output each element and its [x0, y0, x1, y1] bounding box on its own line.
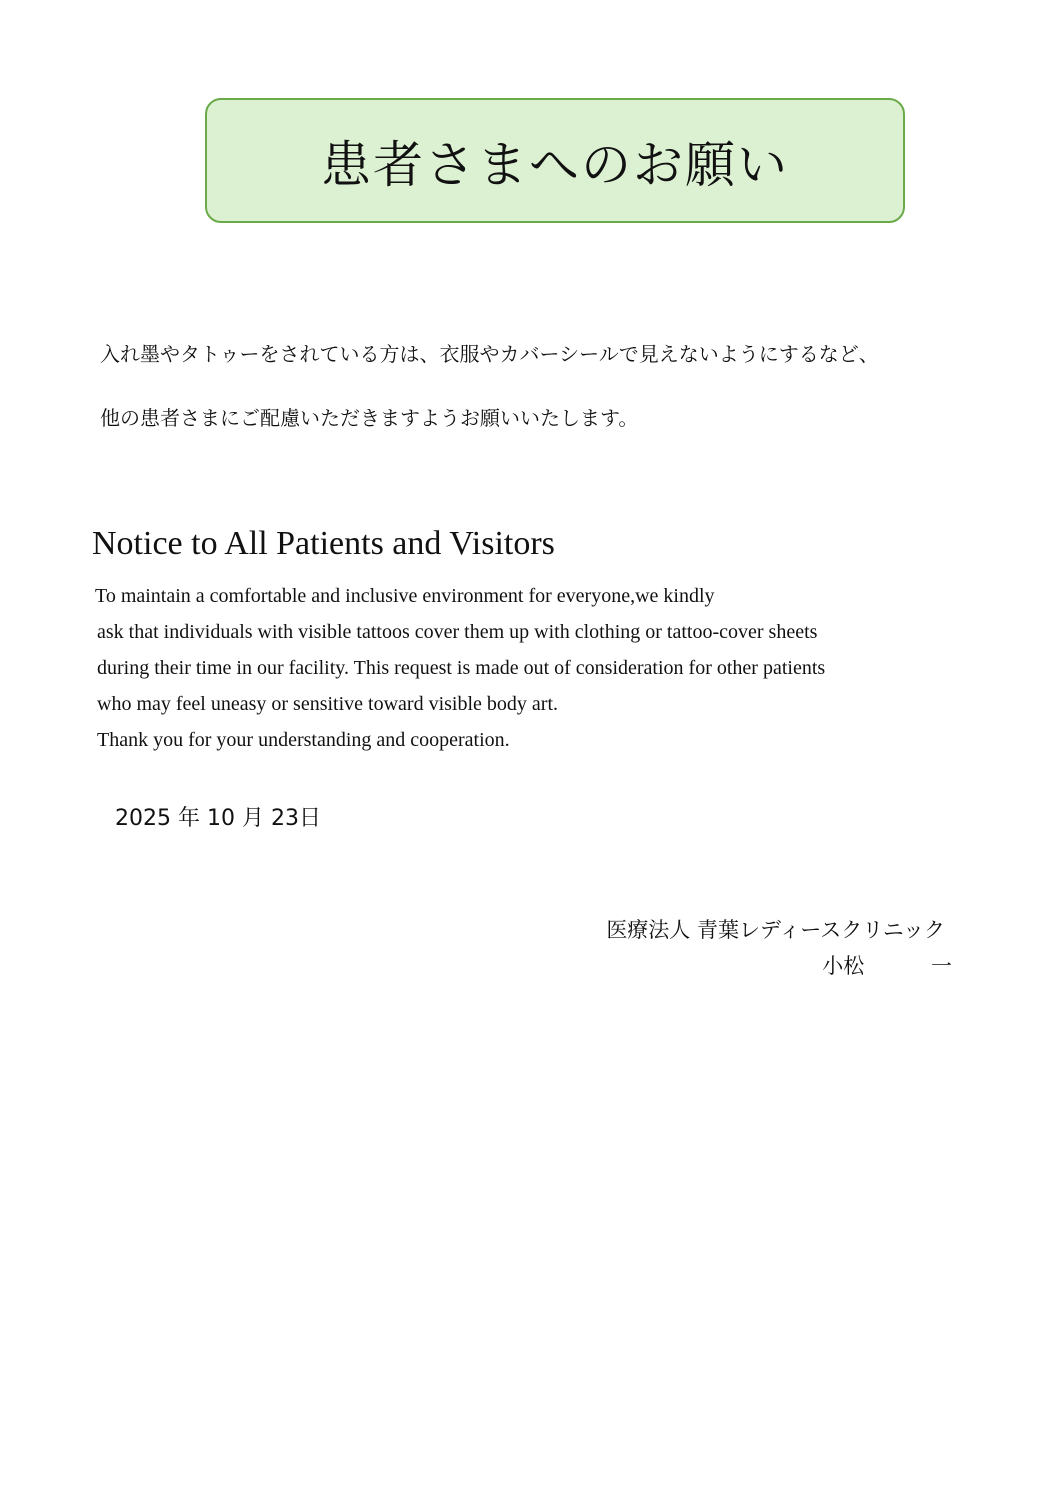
english-body: [95, 578, 995, 758]
english-line-2: ask that individuals with visible tattoos cover them up with clothing or tattoo-cover sheets: [97, 621, 818, 643]
english-line-5: Thank you for your understanding and cooperation.: [97, 729, 510, 751]
english-line-3: during their time in our facility. This request is made out of consideration for other patients: [97, 657, 826, 679]
organization-name: 医療法人 青葉レディースクリニック: [606, 918, 945, 942]
english-line-4: who may feel uneasy or sensitive toward visible body art.: [97, 693, 558, 715]
jp-notice-line-2: 他の患者さまにご配慮いただきますようお願いいたします。: [100, 406, 639, 430]
page-title: 患者さまへのお願い: [321, 135, 789, 194]
english-line-1: To maintain a comfortable and inclusive environment for everyone,we kindly: [95, 585, 715, 607]
signer-name: 小松 一: [822, 954, 952, 978]
jp-notice-line-1: 入れ墨やタトゥーをされている方は、衣服やカバーシールで見えないようにするなど、: [100, 342, 879, 366]
english-heading: Notice to All Patients and Visitors: [92, 525, 555, 562]
title-box: [205, 98, 905, 223]
notice-date: 2025 年 10 月 23日: [115, 806, 321, 831]
